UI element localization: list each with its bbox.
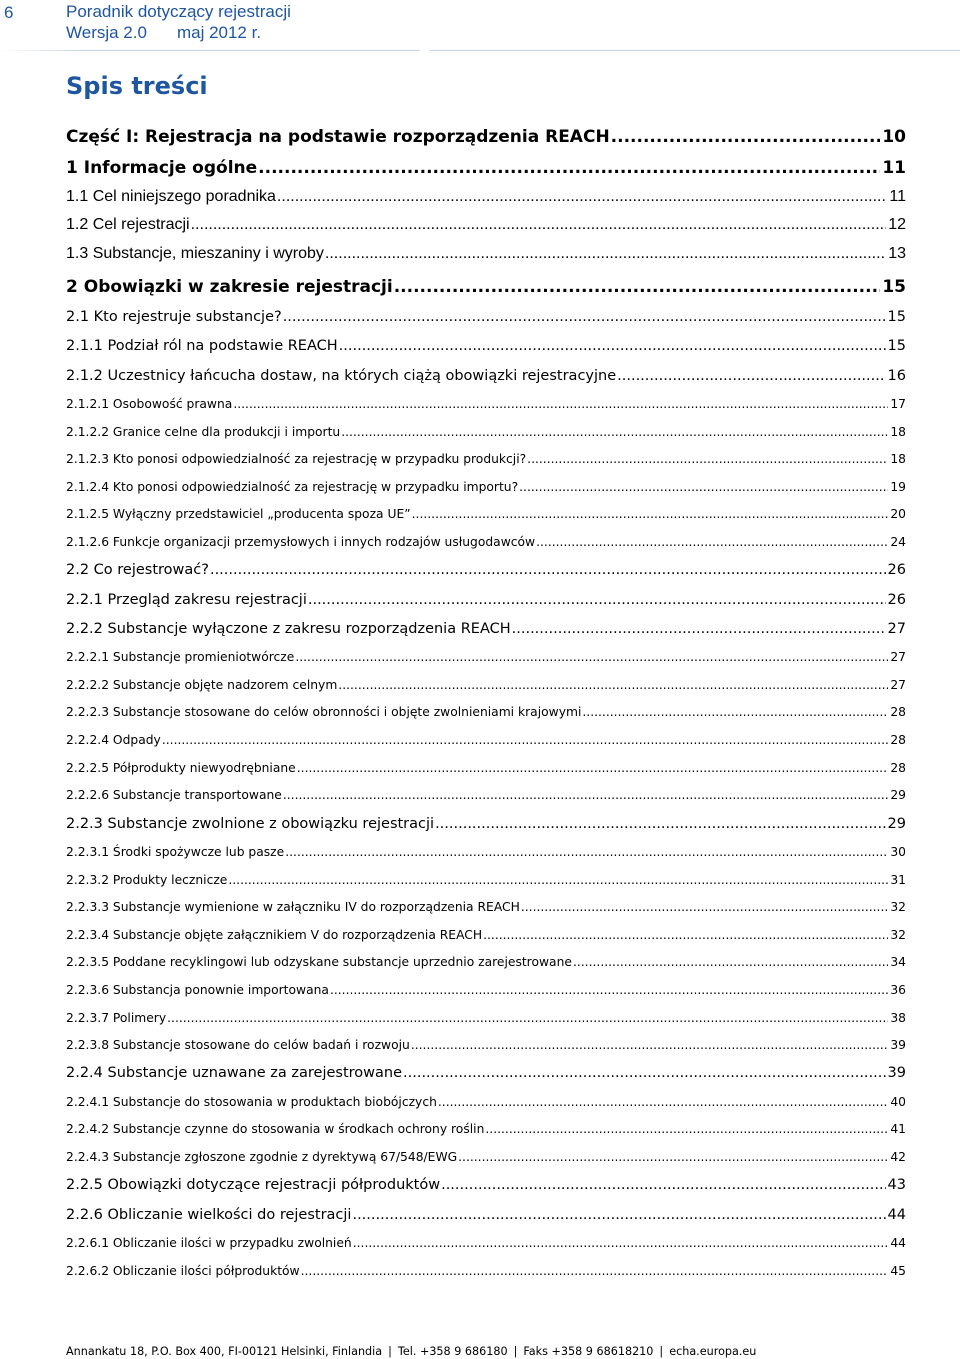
toc-leader-dots xyxy=(232,397,888,411)
toc-entry-page: 26 xyxy=(887,562,906,578)
toc-leader-dots xyxy=(296,761,889,775)
footer-fax: Faks +358 9 68618210 xyxy=(523,1345,654,1358)
toc-leader-dots xyxy=(402,1065,886,1082)
page-number: 6 xyxy=(4,3,14,22)
toc-entry-page: 11 xyxy=(882,158,906,178)
toc-entry[interactable] xyxy=(66,480,906,494)
toc-entry[interactable] xyxy=(66,245,906,263)
toc-entry-label: 2.2 Co rejestrować? xyxy=(66,562,209,578)
toc-leader-dots xyxy=(482,928,888,942)
header-date: maj 2012 r. xyxy=(176,23,262,42)
toc-entry[interactable] xyxy=(66,1038,906,1052)
toc-leader-dots xyxy=(190,216,887,234)
toc-leader-dots xyxy=(284,845,888,859)
toc-leader-dots xyxy=(282,788,889,802)
toc-entry-label: 2.2.5 Obowiązki dotyczące rejestracji półproduktów xyxy=(66,1177,441,1193)
toc-leader-dots xyxy=(581,705,888,719)
toc-entry[interactable] xyxy=(66,705,906,719)
toc-leader-dots xyxy=(166,1011,888,1025)
toc-entry-label: 2.2.3.1 Środki spożywcze lub pasze xyxy=(66,845,285,859)
toc-entry-page: 18 xyxy=(890,425,906,439)
toc-entry-page: 13 xyxy=(888,245,906,262)
toc-leader-dots xyxy=(329,983,888,997)
toc-leader-dots xyxy=(610,128,881,148)
toc-entry-label: 2.2.2.4 Odpady xyxy=(66,733,161,747)
toc-entry[interactable] xyxy=(66,397,906,411)
toc-entry-page: 15 xyxy=(882,277,906,297)
toc-entry-page: 19 xyxy=(890,480,906,494)
toc-entry-page: 38 xyxy=(890,1011,906,1025)
toc-entry[interactable] xyxy=(66,159,906,179)
toc-entry[interactable] xyxy=(66,216,906,234)
toc-entry-page: 34 xyxy=(890,955,906,969)
toc-entry[interactable] xyxy=(66,188,906,206)
toc-leader-dots xyxy=(440,1177,885,1194)
toc-entry[interactable] xyxy=(66,1264,906,1278)
toc-entry-page: 44 xyxy=(887,1207,906,1223)
toc-entry[interactable] xyxy=(66,1011,906,1025)
toc-leader-dots xyxy=(337,678,888,692)
toc-leader-dots xyxy=(572,955,888,969)
toc-entry-label: 2.2.2 Substancje wyłączone z zakresu rozporządzenia REACH xyxy=(66,621,511,637)
toc-entry-label: 2.2.3 Substancje zwolnione z obowiązku rejestracji xyxy=(66,816,435,832)
toc-entry-label: 1.3 Substancje, mieszaniny i wyroby xyxy=(66,245,324,262)
footer-website: echa.europa.eu xyxy=(669,1345,757,1358)
toc-entry[interactable] xyxy=(66,733,906,747)
toc-leader-dots xyxy=(511,621,886,638)
toc-entry[interactable] xyxy=(66,309,906,326)
toc-entry-label: 2.2.6 Obliczanie wielkości do rejestracji xyxy=(66,1207,352,1223)
toc-entry-page: 30 xyxy=(890,845,906,859)
toc-entry[interactable] xyxy=(66,761,906,775)
toc-entry-page: 27 xyxy=(887,621,906,637)
toc-leader-dots xyxy=(276,188,887,206)
toc-entry[interactable] xyxy=(66,425,906,439)
toc-entry-label: Część I: Rejestracja na podstawie rozporządzenia REACH xyxy=(66,127,610,147)
toc-entry[interactable] xyxy=(66,1177,906,1194)
toc-entry[interactable] xyxy=(66,507,906,521)
toc-entry[interactable] xyxy=(66,338,906,355)
toc-leader-dots xyxy=(257,159,880,179)
toc-entry[interactable] xyxy=(66,1065,906,1082)
toc-entry-page: 28 xyxy=(890,705,906,719)
toc-entry-label: 2.2.3.6 Substancja ponownie importowana xyxy=(66,983,329,997)
page-footer: Annankatu 18, P.O. Box 400, FI-00121 Helsinki, Finlandia | Tel. +358 9 686180 | Faks +358 9 68618210 | echa.europa.eu xyxy=(66,1345,757,1358)
toc-entry-page: 26 xyxy=(887,592,906,608)
toc-entry[interactable] xyxy=(66,1150,906,1164)
toc-leader-dots xyxy=(410,1038,889,1052)
toc-entry-label: 2.2.2.5 Półprodukty niewyodrębniane xyxy=(66,761,296,775)
toc-entry[interactable] xyxy=(66,621,906,638)
toc-entry-label: 2.2.2.1 Substancje promieniotwórcze xyxy=(66,650,295,664)
toc-entry-page: 16 xyxy=(887,368,906,384)
toc-entry-label: 2.2.3.7 Polimery xyxy=(66,1011,167,1025)
toc-entry-page: 28 xyxy=(890,761,906,775)
toc-entry[interactable] xyxy=(66,955,906,969)
toc-entry[interactable] xyxy=(66,873,906,887)
toc-entry-label: 2.2.2.3 Substancje stosowane do celów obronności i objęte zwolnieniami krajowymi xyxy=(66,705,582,719)
toc-entry-page: 29 xyxy=(890,788,906,802)
toc-leader-dots xyxy=(300,1264,889,1278)
toc-entry-page: 27 xyxy=(890,650,906,664)
toc-entry[interactable] xyxy=(66,562,906,579)
toc-entry-page: 15 xyxy=(887,309,906,325)
toc-entry-label: 2.2.4.3 Substancje zgłoszone zgodnie z dyrektywą 67/548/EWG xyxy=(66,1150,458,1164)
toc-entry-page: 17 xyxy=(890,397,906,411)
toc-entry-label: 2.1.2.4 Kto ponosi odpowiedzialność za rejestrację w przypadku importu? xyxy=(66,480,519,494)
footer-address: Annankatu 18, P.O. Box 400, FI-00121 Helsinki, Finlandia xyxy=(66,1345,383,1358)
toc-leader-dots xyxy=(294,650,888,664)
toc-entry-page: 15 xyxy=(887,338,906,354)
toc-entry[interactable] xyxy=(66,650,906,664)
toc-entry-label: 2.1.2.2 Granice celne dla produkcji i importu xyxy=(66,425,341,439)
toc-entry-page: 39 xyxy=(890,1038,906,1052)
toc-entry-page: 29 xyxy=(887,816,906,832)
toc-entry-label: 2.1 Kto rejestruje substancje? xyxy=(66,309,282,325)
toc-entry-label: 2.1.1 Podział ról na podstawie REACH xyxy=(66,338,338,354)
toc-entry-label: 2.2.1 Przegląd zakresu rejestracji xyxy=(66,592,307,608)
toc-leader-dots xyxy=(518,480,888,494)
toc-entry-label: 2.2.2.6 Substancje transportowane xyxy=(66,788,282,802)
toc-entry[interactable] xyxy=(66,1236,906,1250)
toc-leader-dots xyxy=(338,338,886,355)
toc-entry-label: 2.2.2.2 Substancje objęte nadzorem celnym xyxy=(66,678,338,692)
toc-entry-page: 40 xyxy=(890,1095,906,1109)
header-version: Wersja 2.0 xyxy=(66,23,147,42)
toc-entry-label: 2 Obowiązki w zakresie rejestracji xyxy=(66,277,393,297)
toc-leader-dots xyxy=(434,816,885,833)
toc-entry-label: 2.2.4.1 Substancje do stosowania w produktach biobójczych xyxy=(66,1095,437,1109)
toc-entry[interactable] xyxy=(66,788,906,802)
toc-entry[interactable] xyxy=(66,535,906,549)
toc-leader-dots xyxy=(520,900,889,914)
running-header xyxy=(66,1,291,43)
toc-entry-page: 45 xyxy=(890,1264,906,1278)
toc-leader-dots xyxy=(161,733,889,747)
toc-leader-dots xyxy=(351,1207,885,1224)
toc-entry[interactable] xyxy=(66,1122,906,1136)
toc-entry[interactable] xyxy=(66,928,906,942)
toc-entry-label: 2.2.4.2 Substancje czynne do stosowania w środkach ochrony roślin xyxy=(66,1122,485,1136)
toc-entry[interactable] xyxy=(66,1207,906,1224)
toc-entry-label: 2.2.3.3 Substancje wymienione w załączniku IV do rozporządzenia REACH xyxy=(66,900,520,914)
toc-leader-dots xyxy=(437,1095,888,1109)
toc-entry-page: 27 xyxy=(890,678,906,692)
toc-entry-page: 39 xyxy=(887,1065,906,1081)
toc-entry-page: 28 xyxy=(890,733,906,747)
toc-entry-label: 2.2.4 Substancje uznawane za zarejestrowane xyxy=(66,1065,403,1081)
toc-leader-dots xyxy=(484,1122,888,1136)
toc-entry-page: 36 xyxy=(890,983,906,997)
toc-leader-dots xyxy=(616,368,885,385)
toc-entry[interactable] xyxy=(66,845,906,859)
toc-entry-label: 2.1.2.5 Wyłączny przedstawiciel „producenta spoza UE” xyxy=(66,507,411,521)
footer-phone: Tel. +358 9 686180 xyxy=(397,1345,508,1358)
toc-entry[interactable] xyxy=(66,128,906,148)
toc-leader-dots xyxy=(209,562,886,579)
toc-entry-page: 43 xyxy=(887,1177,906,1193)
toc-entry-page: 44 xyxy=(890,1236,906,1250)
toc-leader-dots xyxy=(227,873,888,887)
header-title: Poradnik dotyczący rejestracji xyxy=(66,2,291,21)
toc-entry-page: 42 xyxy=(890,1150,906,1164)
toc-entry[interactable] xyxy=(66,592,906,609)
toc-entry-page: 20 xyxy=(890,507,906,521)
toc-entry[interactable] xyxy=(66,452,906,466)
toc-title: Spis treści xyxy=(66,72,208,100)
toc-entry-label: 2.2.3.5 Poddane recyklingowi lub odzyskane substancje uprzednio zarejestrowane xyxy=(66,955,572,969)
toc-entry-label: 2.2.3.8 Substancje stosowane do celów badań i rozwoju xyxy=(66,1038,410,1052)
toc-leader-dots xyxy=(340,425,888,439)
toc-entry-page: 10 xyxy=(882,127,906,147)
toc-entry-label: 2.1.2.1 Osobowość prawna xyxy=(66,397,233,411)
toc-entry[interactable] xyxy=(66,368,906,385)
toc-leader-dots xyxy=(282,309,886,326)
toc-entry[interactable] xyxy=(66,678,906,692)
toc-leader-dots xyxy=(535,535,888,549)
toc-entry-label: 2.2.6.2 Obliczanie ilości półproduktów xyxy=(66,1264,300,1278)
header-divider xyxy=(0,50,960,51)
toc-entry-label: 2.2.6.1 Obliczanie ilości w przypadku zwolnień xyxy=(66,1236,352,1250)
toc-leader-dots xyxy=(457,1150,888,1164)
toc-leader-dots xyxy=(393,278,881,298)
toc-entry[interactable] xyxy=(66,983,906,997)
toc-entry-label: 2.1.2.6 Funkcje organizacji przemysłowych i innych rodzajów usługodawców xyxy=(66,535,536,549)
toc-entry-label: 2.1.2 Uczestnicy łańcucha dostaw, na których ciążą obowiązki rejestracyjne xyxy=(66,368,617,384)
toc-entry-page: 32 xyxy=(890,900,906,914)
toc-entry-page: 11 xyxy=(889,188,906,205)
toc-leader-dots xyxy=(411,507,889,521)
toc-entry-label: 1.2 Cel rejestracji xyxy=(66,216,190,233)
toc-entry-page: 41 xyxy=(890,1122,906,1136)
header-version-line xyxy=(66,22,291,43)
toc-entry-page: 32 xyxy=(890,928,906,942)
toc-entry-page: 24 xyxy=(890,535,906,549)
toc-entry-label: 2.1.2.3 Kto ponosi odpowiedzialność za rejestrację w przypadku produkcji? xyxy=(66,452,527,466)
toc-leader-dots xyxy=(324,245,886,263)
toc-entry[interactable] xyxy=(66,900,906,914)
toc-entry[interactable] xyxy=(66,816,906,833)
toc-entry-page: 18 xyxy=(890,452,906,466)
toc-entry-page: 31 xyxy=(890,873,906,887)
toc-leader-dots xyxy=(352,1236,889,1250)
toc-entry-label: 1.1 Cel niniejszego poradnika xyxy=(66,188,276,205)
toc-entry-label: 2.2.3.2 Produkty lecznicze xyxy=(66,873,228,887)
toc-leader-dots xyxy=(526,452,888,466)
toc-entry-label: 1 Informacje ogólne xyxy=(66,158,258,178)
toc-entry[interactable] xyxy=(66,1095,906,1109)
toc-entry-label: 2.2.3.4 Substancje objęte załącznikiem V do rozporządzenia REACH xyxy=(66,928,483,942)
toc-entry[interactable] xyxy=(66,278,906,298)
toc-leader-dots xyxy=(307,592,886,609)
toc-entry-page: 12 xyxy=(888,216,906,233)
